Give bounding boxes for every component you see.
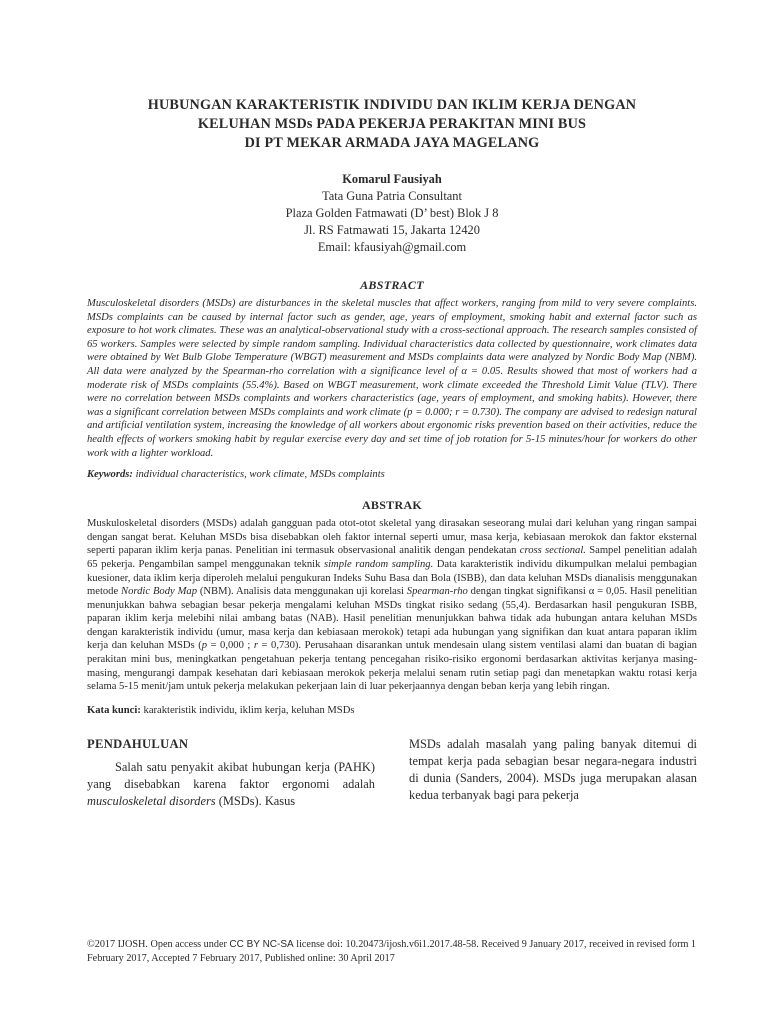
- abstrak-heading: ABSTRAK: [361, 498, 423, 513]
- pendahuluan-paragraph: [87, 759, 375, 810]
- article-page: [87, 96, 697, 810]
- abstrak-italic-1: cross sectional.: [519, 545, 586, 557]
- pendahuluan-seg-b: (MSDs). Kasus: [215, 793, 296, 808]
- abstract-heading: ABSTRACT: [360, 278, 424, 292]
- abstrak-seg-3: Data karakteristik individu dikumpulkan melalui pembagian kuesioner, data iklim kerja diperoleh melalui pengukuran Indeks Suhu Basa dan Bola (ISBB), dan data keluhan MSDs dianalisis menggunakan metode: [87, 558, 697, 598]
- pendahuluan-heading: PENDAHULUAN: [87, 736, 189, 751]
- author-address-1: Plaza Golden Fatmawati (D’ best) Blok J 8: [285, 206, 499, 220]
- keywords-text: individual characteristics, work climate, MSDs complaints: [135, 469, 385, 481]
- author-address-2: Jl. RS Fatmawati 15, Jakarta 12420: [304, 223, 480, 237]
- article-title: [87, 96, 697, 153]
- abstrak-seg-1: Muskuloskeletal disorders (MSDs) adalah gangguan pada otot-otot skeletal yang dirasakan seseorang mulai dari keluhan yang ringan sampai dengan sangat berat. Keluhan MSDs bisa disebabkan oleh faktor internal seperti umur, masa kerja, kebiasaan merokok dan faktor eksternal seperti paparan iklim kerja panas. Penelitian ini termasuk observasional analitik dengan pendekatan: [87, 518, 697, 557]
- pendahuluan-italic: musculoskeletal disorders: [87, 793, 216, 808]
- page-footer: [87, 938, 697, 966]
- right-column: [409, 736, 697, 810]
- abstrak-seg-6: = 0,000 ;: [207, 640, 254, 652]
- author-block: [87, 171, 697, 256]
- abstrak-italic-5: p: [201, 640, 208, 652]
- kata-kunci: [87, 704, 697, 718]
- pendahuluan-seg-a: Salah satu penyakit akibat hubungan kerja (PAHK) yang disebabkan karena faktor ergonomi adalah: [87, 759, 375, 791]
- title-line-3: DI PT MEKAR ARMADA JAYA MAGELANG: [244, 135, 540, 151]
- footer-part-1: ©2017 IJOSH. Open access under: [87, 939, 230, 950]
- kata-kunci-label: Kata kunci:: [87, 704, 141, 716]
- title-line-2: KELUHAN MSDs PADA PEKERJA PERAKITAN MINI BUS: [197, 116, 587, 132]
- kata-kunci-text: karakteristik individu, iklim kerja, keluhan MSDs: [143, 704, 355, 716]
- keywords: [87, 468, 697, 482]
- abstrak-seg-5: dengan tingkat signifikansi α = 0,05. Hasil penelitian menunjukkan bahwa sebagian besar pekerja mengalami keluhan MSDs tingkat risiko sedang (55,4). Berdasarkan hasil pengukuran ISBB, paparan iklim kerja melebihi nilai ambang batas (NAB). Hasil penelitian menunjukkan bahwa tidak ada hubungan antara keluhan MSDs dengan karakteristik individu (umur, masa kerja dan kebiasaan merokok) tetapi ada hubungan yang signifikan dan kuat antara paparan iklim kerja dan keluhan MSDs (: [87, 586, 697, 652]
- author-email: Email: kfausiyah@gmail.com: [317, 240, 467, 254]
- author-affiliation: Tata Guna Patria Consultant: [322, 189, 462, 203]
- abstrak-italic-2: simple random sampling.: [323, 558, 434, 570]
- left-column: [87, 736, 375, 810]
- abstrak-italic-4: Spearman-rho: [406, 586, 468, 598]
- cc-license-link[interactable]: CC BY NC-SA: [229, 939, 294, 950]
- abstrak-text: [87, 517, 697, 694]
- body-columns: [87, 736, 697, 810]
- abstract-text: Musculoskeletal disorders (MSDs) are disturbances in the skeletal muscles that affect workers, ranging from mild to very severe complaints. MSDs complaints can be caused by internal factor such as gender, age, years of employment, smoking habit and external factor such as exposure to hot work climates. These was an analytical-observational study with a cross-sectional approach. The research samples consisted of 65 workers. Samples were selected by simple random sampling. Individual characteristics data collected by questionnaire, work climates data were obtained by Wet Bulb Globe Temperature (WBGT) measurement and MSDs complaints data were analyzed by Nordic Body Map (NBM). All data were analyzed by the Spearman-rho correlation with a significance level of α = 0.05. Results showed that most of workers had a moderate risk of MSDs complaints (55.4%). Based on WBGT measurement, work climate exceeded the Threshold Limit Value (TLV). There were no correlation between MSDs complaints and workers characteristics (age, years of employment, and smoking habits). However, there was a significant correlation between MSDs complaints and work climate (p = 0.000; r = 0.730). The company are advised to redesign natural and artificial ventilation system, increasing the knowledge of all workers about ergonomic risks prevention based on their activities, reduce the health effects of workers smoking habit by regular exercise every day and set time of job rotation for 5-15 minutes/hour for workers do other work with a lighter workload.: [87, 298, 697, 459]
- right-column-paragraph: MSDs adalah masalah yang paling banyak ditemui di tempat kerja pada sebagian besar negara-negara industri di dunia (Sanders, 2004). MSDs juga merupakan alasan kedua terbanyak bagi para pekerja: [409, 736, 697, 802]
- abstrak-seg-7: = 0,730). Perusahaan disarankan untuk mendesain ulang sistem ventilasi alami dan buatan di bagian perakitan mini bus, meningkatkan pengetahuan pekerja tentang pencegahan risiko-risiko ergonomi berdasarkan aktivitas kerjanya masing-masing, mengurangi dampak kesehatan dari kebiasaan merokok pekerja melalui senam rutin setiap pagi dan menetapkan waktu rotasi kerja selama 5-15 menit/jam untuk pekerja melakukan pekerjaan lain di luar pekerjaannya dengan beban kerja yang lebih ringan.: [87, 640, 697, 693]
- abstrak-seg-4: (NBM). Analisis data menggunakan uji korelasi: [197, 586, 407, 598]
- footer-part-2: license doi: 10.20473/ijosh.v6i1.2017.48-58. Received 9 January 2017, received in revised form 1 February 2017, Accepted 7 February 2017, Published online: 30 April 2017: [87, 939, 697, 964]
- abstrak-seg-2: Sampel penelitian adalah 65 pekerja. Pengambilan sampel menggunakan teknik: [87, 545, 697, 570]
- author-name: Komarul Fausiyah: [342, 172, 442, 186]
- title-line-1: HUBUNGAN KARAKTERISTIK INDIVIDU DAN IKLIM KERJA DENGAN: [147, 97, 637, 113]
- keywords-label: Keywords:: [87, 469, 133, 481]
- abstrak-italic-6: r: [253, 640, 259, 652]
- abstrak-italic-3: Nordic Body Map: [121, 586, 197, 598]
